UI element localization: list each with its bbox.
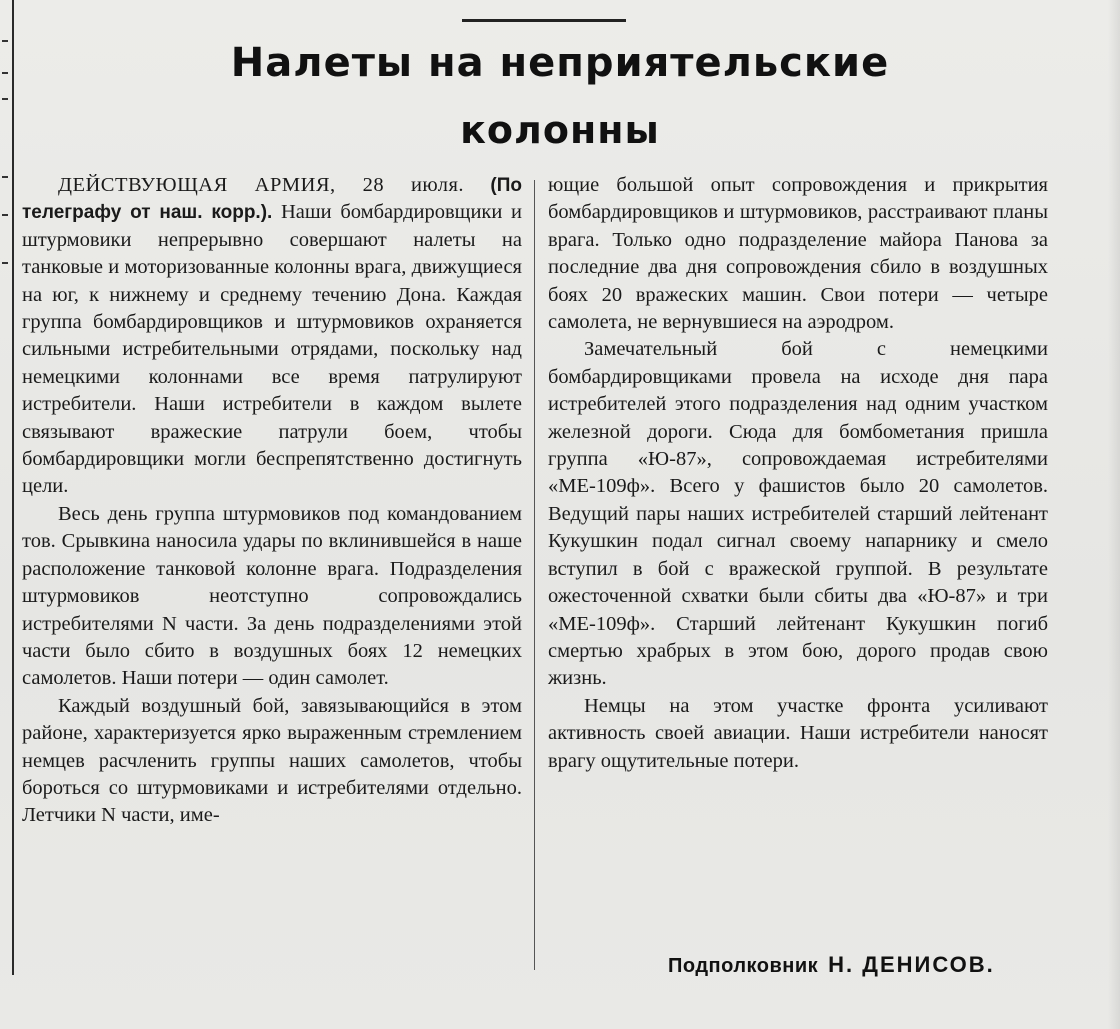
paragraph-2: Весь день группа штурмовиков под командованием тов. Срывкина наносила удары по вклинившейся в наше расположение танковой колонне врага. Подразделения штурмовиков неотступно сопровождались истребителями N части. За день подразделениями этой части было сбито в воздушных боях 12 немецких самолетов. Наши потери — один самолет. <box>22 502 522 690</box>
paragraph-5: Немцы на этом участке фронта усиливают активность своей авиации. Наши истребители наносят врагу ощутительные потери. <box>548 694 1048 772</box>
headline-line-2: колонны <box>460 108 660 152</box>
paragraph-4: Замечательный бой с немецкими бомбардировщиками провела на исходе дня пара истребителей этого подразделения над одним участком железной дороги. Сюда для бомбометания пришла группа «Ю-87», сопровождаемая истребителями «МЕ-109ф». Всего у фашистов было 20 самолетов. Ведущий пары наших истребителей старший лейтенант Кукушкин подал сигнал своему напарнику и смело вступил в бой с вражеской группой. В результате ожесточенной схватки были сбиты два «Ю-87» и три «МЕ-109ф». Старший лейтенант Кукушкин погиб смертью храбрых в этом бою, дорого продав свою жизнь. <box>548 338 1048 690</box>
paragraph-3-continued: ющие большой опыт сопровождения и прикрытия бомбардировщиков и штурмовиков, расстраивают планы врага. Только одно подразделение майора Панова за последние два дня сопровождения сбило в воздушных боях 20 вражеских машин. Свои потери — четыре самолета, не вернувшиеся на аэродром. <box>548 174 1048 334</box>
column-divider <box>534 180 535 970</box>
article-left-column <box>22 172 522 830</box>
author-signature <box>668 952 995 978</box>
page-edge-shadow <box>1108 0 1120 1029</box>
paragraph-1-body: Наши бомбардировщики и штурмовики непрерывно совершают налеты на танковые и моторизованные колонны врага, движущиеся на юг, к нижнему и среднему течению Дона. Каждая группа бомбардировщиков и штурмовиков охраняется сильными истребительными отрядами, поскольку над немецкими колоннами все время патрулируют истребители. Наши истребители в каждом вылете связывают вражеские патрули боем, чтобы бомбардировщики могли беспрепятственно достигнуть цели. <box>22 201 523 498</box>
source-note: (По телеграфу от наш. корр.). <box>22 175 523 224</box>
paragraph-3: Каждый воздушный бой, завязывающийся в этом районе, характеризуется ярко выраженным стремлением немцев расчленить группы наших самолетов, чтобы бороться со штурмовиками и истребителями отдельно. Летчики N части, име- <box>22 694 522 827</box>
article-right-column <box>548 172 1048 775</box>
author-rank: Подполковник <box>668 955 819 977</box>
top-divider-rule <box>462 19 626 22</box>
author-name: Н. ДЕНИСОВ. <box>828 952 995 977</box>
headline-line-1: Налеты на неприятельские <box>230 40 890 86</box>
paragraph-1 <box>22 172 522 501</box>
dateline: ДЕЙСТВУЮЩАЯ АРМИЯ, 28 июля. <box>58 174 465 196</box>
